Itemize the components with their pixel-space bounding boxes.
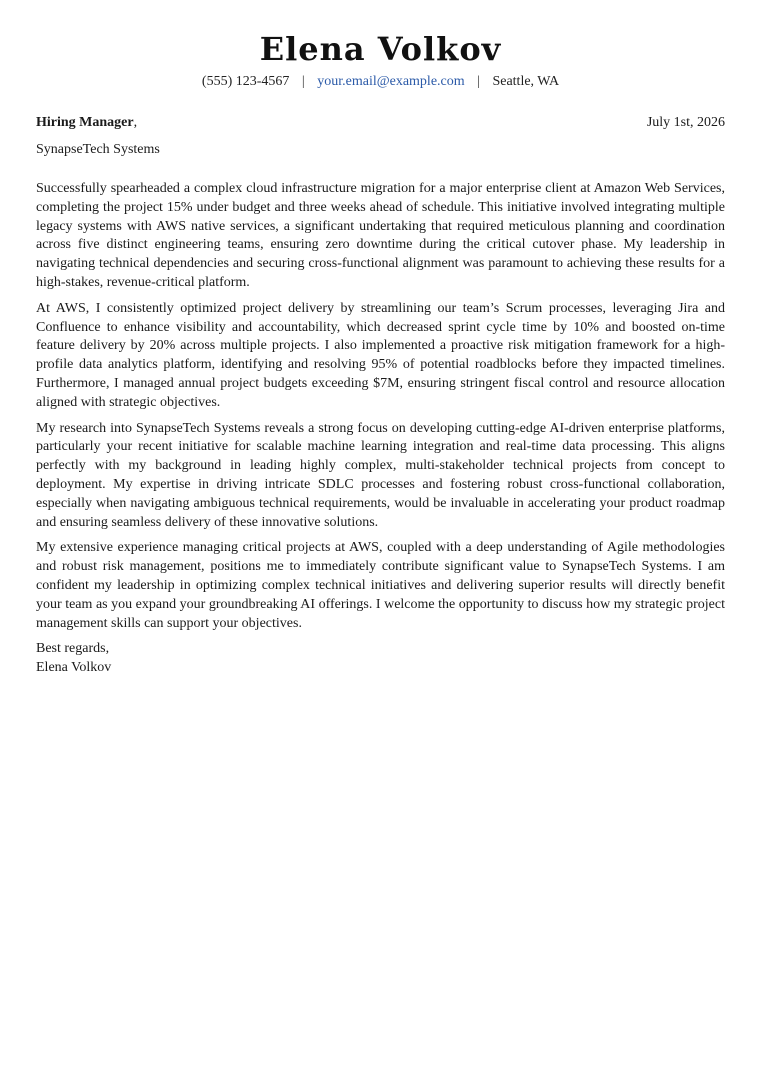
recipient-role-suffix: , [133, 115, 138, 130]
contact-separator: | [301, 74, 305, 89]
location: Seattle, WA [492, 74, 560, 89]
body-paragraph: My research into SynapseTech Systems reveals a strong focus on developing cutting-edge AI-driven enterprise platforms, particularly your recent initiative for scalable machine learning integration and real-time data processing. This aligns perfectly with my background in leading highly complex, multi-stakeholder technical projects from concept to deployment. My expertise in driving intricate SDLC processes and fostering robust cross-functional collaboration, especially when navigating ambiguous technical requirements, would be invaluable in accelerating your product roadmap and ensuring seamless delivery of these innovative solutions. [36, 420, 725, 530]
letter-closing [36, 640, 725, 678]
closing-salutation: Best regards, [36, 641, 110, 657]
letter-body [36, 180, 725, 678]
applicant-name: Elena Volkov [259, 30, 502, 68]
signature-name: Elena Volkov [36, 660, 112, 676]
recipient-salutation [36, 113, 137, 133]
email-link[interactable]: your.email@example.com [317, 74, 465, 89]
recipient-role: Hiring Manager [36, 115, 134, 130]
body-paragraph: My extensive experience managing critical projects at AWS, coupled with a deep understanding of Agile methodologies and robust risk management, positions me to immediately contribute significant value to SynapseTech Systems. I am confident my leadership in optimizing complex technical initiatives and delivering superior results will directly benefit your team as you expand your groundbreaking AI offerings. I welcome the opportunity to discuss how my strategic project management skills can support your objectives. [36, 540, 725, 631]
contact-separator: | [477, 74, 480, 89]
letter-date: July 1st, 2026 [646, 115, 725, 130]
contact-line [36, 72, 725, 92]
body-paragraph: Successfully spearheaded a complex cloud infrastructure migration for a major enterprise client at Amazon Web Services, completing the project 15% under budget and three weeks ahead of schedule. This initiative involved integrating multiple legacy systems with AWS native services, a significant undertaking that required meticulous planning and coordination across five distinct engineering teams, ensuring zero downtime during the critical cutover phase. My leadership in navigating technical dependencies and securing cross-functional alignment was paramount to achieving these results for a high-stakes, revenue-critical platform. [36, 181, 725, 290]
body-paragraph: At AWS, I consistently optimized project delivery by streamlining our team’s Scrum processes, leveraging Jira and Confluence to enhance visibility and accountability, which decreased sprint cycle time by 10% and boosted on-time feature delivery by 20% across multiple projects. I also implemented a proactive risk mitigation framework for a high-profile data analytics platform, identifying and resolving 95% of potential roadblocks before they impacted timelines. Furthermore, I managed annual project budgets exceeding $7M, ensuring stringent fiscal control and resource allocation aligned with strategic objectives. [36, 300, 725, 410]
recipient-date-row [36, 113, 725, 133]
recipient-company: SynapseTech Systems [36, 142, 160, 157]
phone-number: (555) 123-4567 [201, 74, 290, 89]
